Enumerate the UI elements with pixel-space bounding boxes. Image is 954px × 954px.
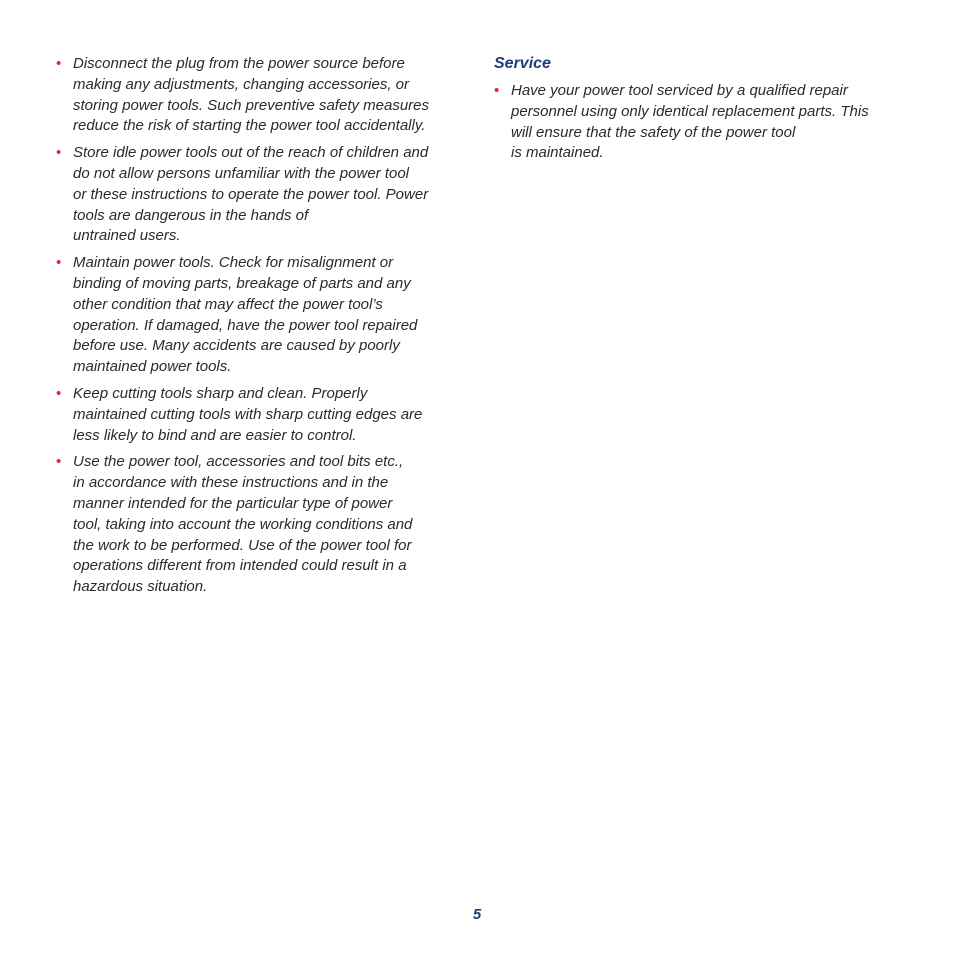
bullet-text: Have your power tool serviced by a qualified repair personnel using only identical replacement parts. This will ensure that the safety of the power tool is maintained. [511,82,869,162]
safety-bullet-list [56,54,456,598]
list-item [56,384,456,446]
bullet-text: Store idle power tools out of the reach of children and do not allow persons unfamiliar with the power tool or these instructions to operate the power tool. Power tools are dangerous in the hands of untrained users. [73,144,429,245]
service-bullet-list [494,81,894,164]
bullet-text: Disconnect the plug from the power source before making any adjustments, changing accessories, or storing power tools. Such preventive safety measures reduce the risk of starting the power tool accidentally. [73,55,430,135]
bullet-text: Keep cutting tools sharp and clean. Properly maintained cutting tools with sharp cutting edges are less likely to bind and are easier to control. [73,384,423,444]
service-heading: Service [494,55,551,72]
bullet-dot: • [56,55,62,72]
bullet-dot: • [56,254,62,272]
bullet-dot: • [56,453,62,471]
list-item [56,253,456,378]
left-column [56,54,456,604]
bullet-dot: • [494,82,500,99]
page-number: 5 [472,906,482,923]
list-item [56,143,456,247]
right-column [494,54,894,170]
list-item [56,452,456,598]
bullet-text: Use the power tool, accessories and tool bits etc., in accordance with these instructions and in the manner intended for the particular type of power tool, taking into account the working conditions and the work to be performed. Use of the power tool for operations different from intended could result in a hazardous situation. [73,453,413,596]
list-item [494,81,894,164]
list-item [56,54,456,137]
bullet-text: Maintain power tools. Check for misalignment or binding of moving parts, breakage of parts and any other condition that may affect the power tool’s operation. If damaged, have the power tool repaired before use. Many accidents are caused by poorly maintained power tools. [73,254,418,376]
bullet-dot: • [56,144,62,162]
bullet-dot: • [56,384,62,402]
